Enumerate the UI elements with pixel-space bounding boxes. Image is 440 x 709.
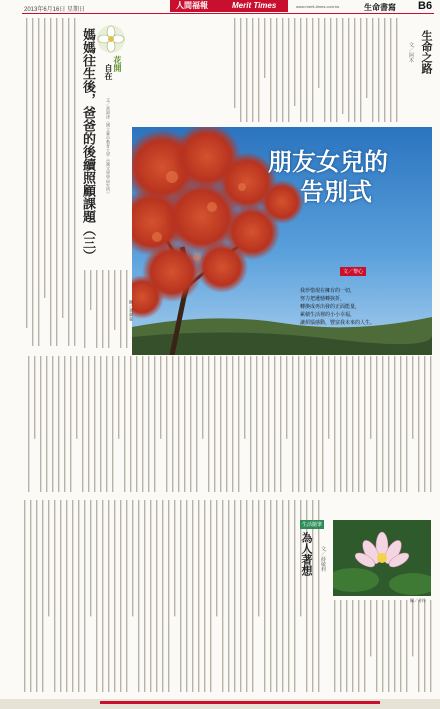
text-line: [136, 356, 137, 492]
text-line: [88, 356, 89, 492]
text-line: [252, 500, 253, 692]
text-line: [84, 500, 85, 692]
text-line: [132, 500, 133, 616]
text-line: [154, 356, 155, 492]
text-line: [358, 600, 359, 692]
text-line: [72, 500, 73, 692]
logo-chinese: 人間福報: [176, 1, 208, 10]
text-line: [40, 356, 41, 492]
feature-title: [268, 147, 388, 207]
text-line: [430, 600, 431, 692]
poem-line: 讓煩惱感動，豐富我未來的人生。: [300, 320, 376, 326]
text-line: [120, 500, 121, 692]
text-line: [28, 356, 29, 492]
text-line: [238, 356, 239, 492]
text-line: [334, 356, 335, 492]
article-body-right-top: [232, 18, 402, 124]
poem-line: 我珍惜現在擁有的一切，: [300, 288, 356, 294]
text-line: [180, 500, 181, 692]
text-line: [288, 500, 289, 692]
text-line: [406, 356, 407, 492]
lotus-photo: [333, 520, 431, 596]
photo-credit-lotus: 攝／芳伶: [410, 598, 426, 603]
flower-icon: [96, 24, 126, 54]
article-title-life-road: 生命之路: [420, 30, 433, 74]
text-line: [172, 356, 173, 492]
article-title-consideration: 為人著想: [300, 532, 313, 576]
text-line: [190, 356, 191, 492]
poem-line: 努力把遺憾轉捩折，: [300, 296, 346, 302]
text-line: [370, 600, 371, 656]
text-line: [346, 600, 347, 692]
text-line: [268, 356, 269, 492]
text-line: [100, 356, 101, 492]
text-line: [58, 356, 59, 492]
text-line: [162, 500, 163, 692]
text-line: [160, 356, 161, 439]
text-line: [262, 356, 263, 492]
text-line: [216, 500, 217, 616]
text-line: [118, 356, 119, 439]
text-line: [210, 500, 211, 692]
text-line: [36, 500, 37, 692]
article-title-mother: 媽媽往生後，爸爸的後續照顧課題（三）: [80, 28, 95, 262]
text-line: [382, 600, 383, 692]
text-line: [400, 600, 401, 692]
text-line: [274, 356, 275, 492]
text-line: [258, 500, 259, 616]
text-line: [418, 600, 419, 692]
text-line: [340, 356, 341, 492]
text-line: [208, 356, 209, 492]
text-line: [90, 500, 91, 616]
text-line: [388, 600, 389, 692]
article-body-bottom-left: [22, 500, 322, 696]
text-line: [316, 356, 317, 492]
text-line: [346, 356, 347, 492]
text-line: [178, 356, 179, 492]
text-line: [370, 356, 371, 439]
poem-line: 累積生活裡的小小幸福，: [300, 312, 356, 318]
text-line: [64, 356, 65, 492]
text-line: [406, 600, 407, 692]
text-line: [376, 356, 377, 492]
text-line: [328, 356, 329, 439]
text-line: [126, 500, 127, 692]
text-line: [94, 356, 95, 492]
text-line: [96, 500, 97, 692]
text-line: [298, 356, 299, 492]
text-line: [394, 600, 395, 692]
text-line: [156, 500, 157, 692]
text-line: [150, 500, 151, 692]
text-line: [364, 600, 365, 692]
text-line: [30, 500, 31, 692]
text-line: [168, 500, 169, 692]
text-line: [282, 500, 283, 692]
text-line: [202, 356, 203, 439]
text-line: [352, 356, 353, 492]
text-line: [48, 500, 49, 616]
text-line: [186, 500, 187, 692]
text-line: [60, 500, 61, 692]
text-line: [276, 500, 277, 692]
poem-line: 轉換成再出發的正面能量，: [300, 304, 361, 310]
text-line: [184, 356, 185, 492]
text-line: [166, 356, 167, 492]
text-line: [394, 356, 395, 492]
text-line: [400, 356, 401, 492]
issue-date: 2013年6月16日 星期日: [24, 7, 86, 13]
text-line: [66, 500, 67, 692]
text-line: [114, 500, 115, 692]
text-line: [294, 500, 295, 692]
text-line: [144, 500, 145, 692]
text-line: [174, 500, 175, 616]
text-line: [246, 500, 247, 692]
text-line: [340, 600, 341, 692]
text-line: [198, 500, 199, 692]
text-line: [232, 356, 233, 492]
text-line: [70, 356, 71, 492]
text-line: [250, 356, 251, 492]
text-column-lines: [232, 18, 402, 124]
page-number: B6: [418, 0, 433, 12]
text-line: [148, 356, 149, 492]
text-line: [82, 356, 83, 492]
text-line: [228, 500, 229, 692]
text-line: [54, 500, 55, 692]
text-line: [364, 356, 365, 492]
text-line: [204, 500, 205, 692]
feature-title-line1: 朋友女兒的: [268, 147, 388, 176]
text-line: [424, 600, 425, 692]
text-line: [124, 356, 125, 492]
text-line: [270, 500, 271, 692]
text-line: [102, 500, 103, 692]
text-line: [256, 356, 257, 492]
text-line: [222, 500, 223, 692]
text-column-lines-left: [22, 18, 78, 348]
text-line: [412, 600, 413, 656]
text-line: [322, 356, 323, 492]
text-line: [292, 356, 293, 492]
article-author-right: 文／阿木: [408, 42, 414, 63]
text-line: [334, 600, 335, 692]
header-rule: [22, 13, 434, 14]
article-body-left-lower: [82, 270, 130, 350]
text-line: [106, 356, 107, 492]
text-line: [196, 356, 197, 492]
article-body-bottom-right: [330, 600, 434, 696]
footer-red-bar: [100, 701, 380, 704]
text-line: [108, 500, 109, 692]
text-line: [304, 356, 305, 492]
article-body-left-top: [22, 18, 78, 348]
photo-credit-blossom: 攝／黃森霖: [129, 300, 134, 321]
text-line: [352, 600, 353, 692]
article-author-bottom: 文／薛敏莉: [320, 546, 326, 572]
text-line: [388, 356, 389, 492]
text-line: [234, 500, 235, 692]
kicker-free: 自在: [104, 64, 114, 80]
text-line: [142, 356, 143, 492]
text-line: [76, 356, 77, 439]
article-subtitle-left: 文／黃淑津（國立臺中教育大學 台灣文學學研究所）: [106, 98, 111, 197]
text-line: [358, 356, 359, 492]
text-line: [244, 356, 245, 439]
kicker-life-essay: 生活隨筆: [302, 522, 323, 528]
text-line: [382, 356, 383, 492]
text-line: [376, 600, 377, 692]
text-line: [42, 500, 43, 692]
text-line: [112, 356, 113, 492]
text-line: [430, 356, 431, 492]
section-title: 生命書寫: [364, 3, 396, 12]
text-line: [310, 356, 311, 492]
text-line: [192, 500, 193, 692]
text-line: [418, 356, 419, 492]
text-line: [220, 356, 221, 492]
text-line: [286, 356, 287, 439]
text-line: [78, 500, 79, 692]
text-line: [34, 356, 35, 439]
text-line: [280, 356, 281, 492]
masthead-logo: [170, 0, 288, 12]
text-line: [412, 356, 413, 439]
text-line: [424, 356, 425, 492]
article-body-lower-band: [22, 356, 434, 496]
page-header: [0, 0, 440, 13]
feature-title-line2: 告別式: [300, 177, 372, 206]
feature-poem: [300, 287, 375, 327]
text-line: [226, 356, 227, 492]
feature-byline: 文／黎心: [340, 267, 366, 276]
text-line: [24, 500, 25, 692]
logo-english: Merit Times: [232, 1, 277, 10]
text-line: [214, 356, 215, 492]
text-line: [240, 500, 241, 692]
text-line: [130, 356, 131, 492]
kicker-bloom: 花開: [113, 56, 123, 72]
text-line: [46, 356, 47, 492]
text-line: [264, 500, 265, 692]
text-line: [52, 356, 53, 492]
website-url: www.merit-times.com.tw: [296, 4, 340, 9]
text-line: [138, 500, 139, 692]
